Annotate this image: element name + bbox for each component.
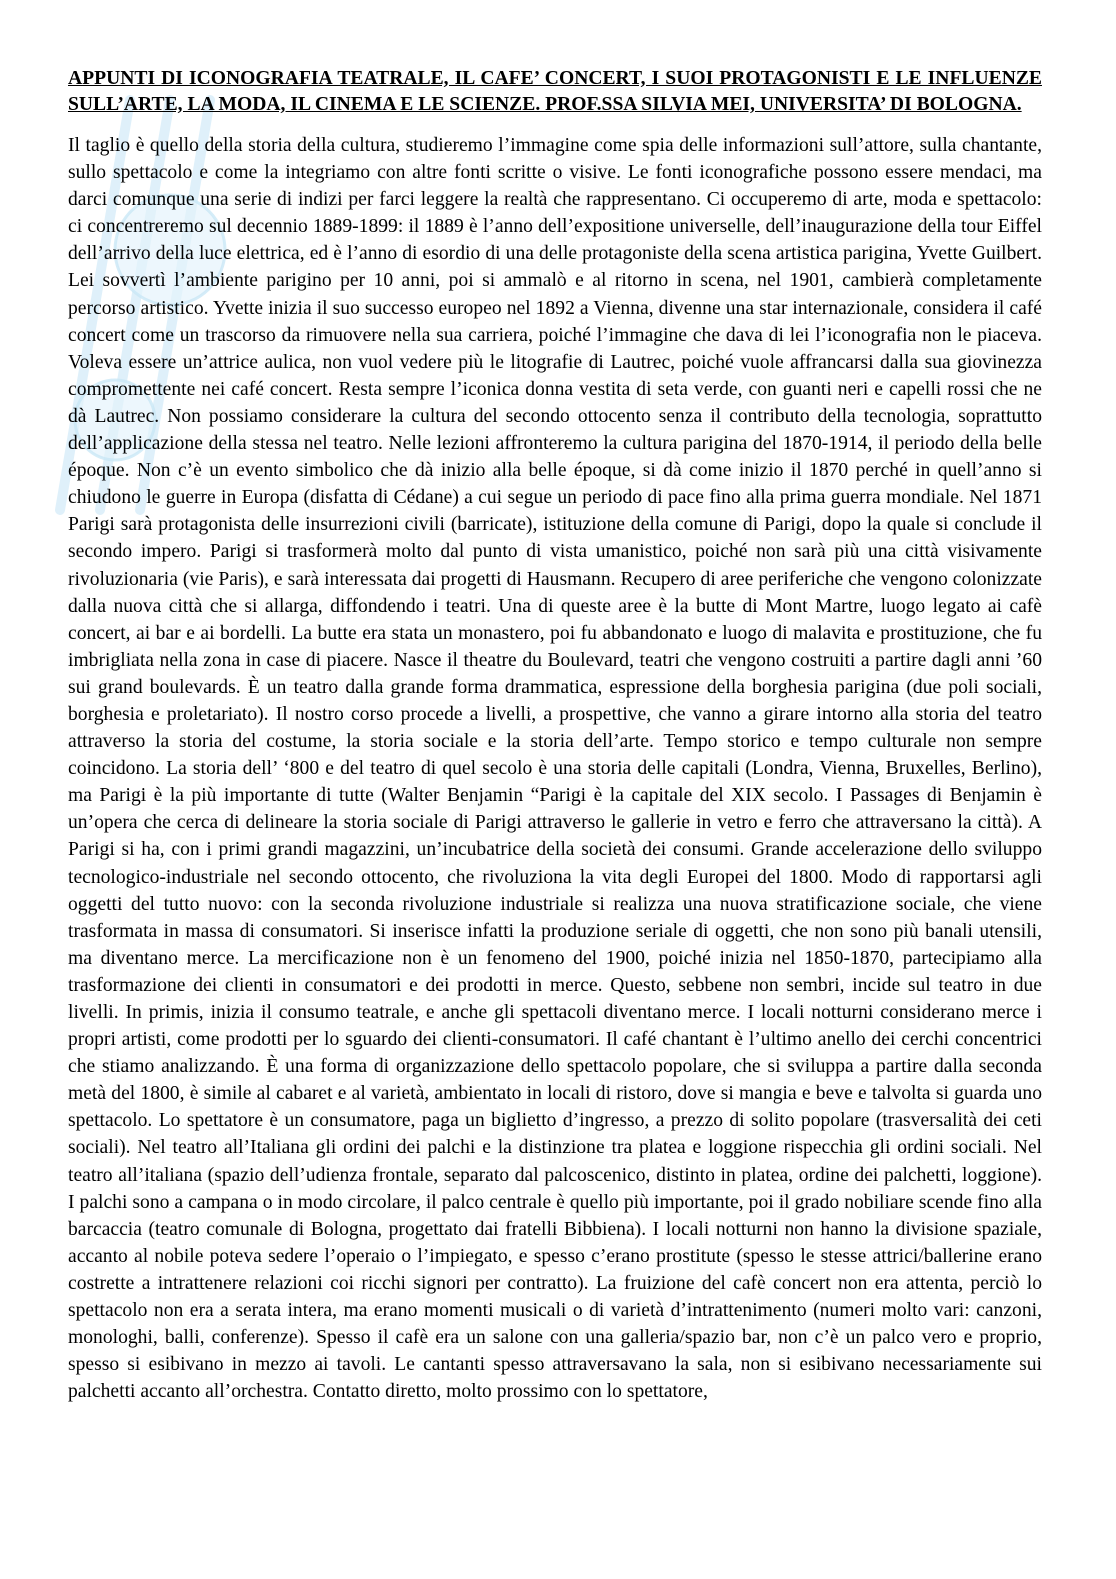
document-content	[68, 66, 1042, 1405]
document-title: APPUNTI DI ICONOGRAFIA TEATRALE, IL CAFE’ CONCERT, I SUOI PROTAGONISTI E LE INFLUENZE SULL’ARTE, LA MODA, IL CINEMA E LE SCIENZE. PROF.SSA SILVIA MEI, UNIVERSITA’ DI BOLOGNA.	[68, 68, 1042, 115]
document-body: Il taglio è quello della storia della cultura, studieremo l’immagine come spia delle informazioni sull’attore, sulla chantante, sullo spettacolo e come la integriamo con altre fonti scritte o visive. Le fonti iconografiche possono essere mendaci, ma darci comunque una serie di indizi per farci leggere la realtà che rappresentano. Ci occuperemo di arte, moda e spettacolo: ci concentreremo sul decennio 1889-1899: il 1889 è l’anno dell’expositione universelle, dell’inaugurazione della tour Eiffel dell’arrivo della luce elettrica, ed è l’anno di esordio di una delle protagoniste della scena artistica parigina, Yvette Guilbert. Lei sovvertì l’ambiente parigino per 10 anni, poi si ammalò e al ritorno in scena, nel 1901, cambierà completamente percorso artistico. Yvette inizia il suo successo europeo nel 1892 a Vienna, divenne una star internazionale, considera il café concert come un trascorso da rimuovere nella sua carriera, poiché l’immagine che dava di lei l’iconografia non le piaceva. Voleva essere un’attrice aulica, non vuol vedere più le litografie di Lautrec, poiché vuole affrancarsi dalla sua giovinezza compromettente nei café concert. Resta sempre l’iconica donna vestita di seta verde, con guanti neri e capelli rossi che ne dà Lautrec. Non possiamo considerare la cultura del secondo ottocento senza il contributo della tecnologia, soprattutto dell’applicazione della stessa nel teatro. Nelle lezioni affronteremo la cultura parigina del 1870-1914, il periodo della belle époque. Non c’è un evento simbolico che dà inizio alla belle époque, si dà come inizio il 1870 perché in quell’anno si chiudono le guerre in Europa (disfatta di Cédane) a cui segue un periodo di pace fino alla prima guerra mondiale. Nel 1871 Parigi sarà protagonista delle insurrezioni civili (barricate), istituzione della comune di Parigi, dopo la quale si conclude il secondo impero. Parigi si trasformerà molto dal punto di vista umanistico, poiché non sarà più una città visivamente rivoluzionaria (vie Paris), e sarà interessata dai progetti di Hausmann. Recupero di aree periferiche che vengono colonizzate dalla nuova città che si allarga, diffondendo i teatri. Una di queste aree è la butte di Mont Martre, luogo legato ai cafè concert, ai bar e ai bordelli. La butte era stata un monastero, poi fu abbandonato e luogo di malavita e prostituzione, che fu imbrigliata nella zona in case di piacere. Nasce il theatre du Boulevard, teatri che vengono costruiti a partire dagli anni ’60 sui grand boulevards. È un teatro dalla grande forma drammatica, espressione della borghesia parigina (due poli sociali, borghesia e proletariato). Il nostro corso procede a livelli, a prospettive, che vanno a girare intorno alla storia del teatro attraverso la storia del costume, la storia sociale e la storia dell’arte. Tempo storico e tempo culturale non sempre coincidono. La storia dell’ ‘800 e del teatro di quel secolo è una storia delle capitali (Londra, Vienna, Bruxelles, Berlino), ma Parigi è la più importante di tutte (Walter Benjamin “Parigi è la capitale del XIX secolo. I Passages di Benjamin è un’opera che cerca di delineare la storia sociale di Parigi attraverso le gallerie in vetro e ferro che attraversano la città). A Parigi si ha, con i primi grandi magazzini, un’incubatrice della società dei consumi. Grande accelerazione dello sviluppo tecnologico-industriale nel secondo ottocento, che rivoluziona la vita degli Europei del 1800. Modo di rapportarsi agli oggetti del tutto nuovo: con la seconda rivoluzione industriale si realizza una nuova stratificazione sociale, che viene trasformata in massa di consumatori. Si inserisce infatti la produzione seriale di oggetti, che non sono più banali utensili, ma diventano merce. La mercificazione non è un fenomeno del 1900, poiché inizia nel 1850-1870, partecipiamo alla trasformazione dei clienti in consumatori e dei prodotti in merce. Questo, sebbene non sembri, incide sul teatro in due livelli. In primis, inizia il consumo teatrale, e anche gli spettacoli diventano merce. I locali notturni considerano merce i propri artisti, come prodotti per lo sguardo dei clienti-consumatori. Il café chantant è l’ultimo anello dei cerchi concentrici che stiamo analizzando. È una forma di organizzazione dello spettacolo popolare, che si sviluppa a partire dalla seconda metà del 1800, è simile al cabaret e al varietà, ambientato in locali di ristoro, dove si mangia e beve e talvolta si guarda uno spettacolo. Lo spettatore è un consumatore, paga un biglietto d’ingresso, a prezzo di solito popolare (trasversalità dei ceti sociali). Nel teatro all’Italiana gli ordini dei palchi e la distinzione tra platea e loggione rispecchia gli ordini sociali. Nel teatro all’italiana (spazio dell’udienza frontale, separato dal palcoscenico, distinto in platea, ordine dei palchetti, loggione). I palchi sono a campana o in modo circolare, il palco centrale è quello più importante, poi il grado nobiliare scende fino alla barcaccia (teatro comunale di Bologna, progettato dai fratelli Bibbiena). I locali notturni non hanno la divisione spaziale, accanto al nobile poteva sedere l’operaio o l’impiegato, e spesso c’erano prostitute (spesso le stesse attrici/ballerine erano costrette a intrattenere relazioni coi ricchi signori per contratto). La fruizione del cafè concert non era attenta, perciò lo spettacolo non era a serata intera, ma erano momenti musicali o di varietà d’intrattenimento (numeri molto vari: canzoni, monologhi, balli, conferenze). Spesso il cafè era un salone con una galleria/spazio bar, non c’è un palco vero e proprio, spesso si esibivano in mezzo ai tavoli. Le cantanti spesso attraversavano la sala, non si esibivano necessariamente sui palchetti accanto all’orchestra. Contatto diretto, molto prossimo con lo spettatore,	[68, 135, 1042, 1403]
